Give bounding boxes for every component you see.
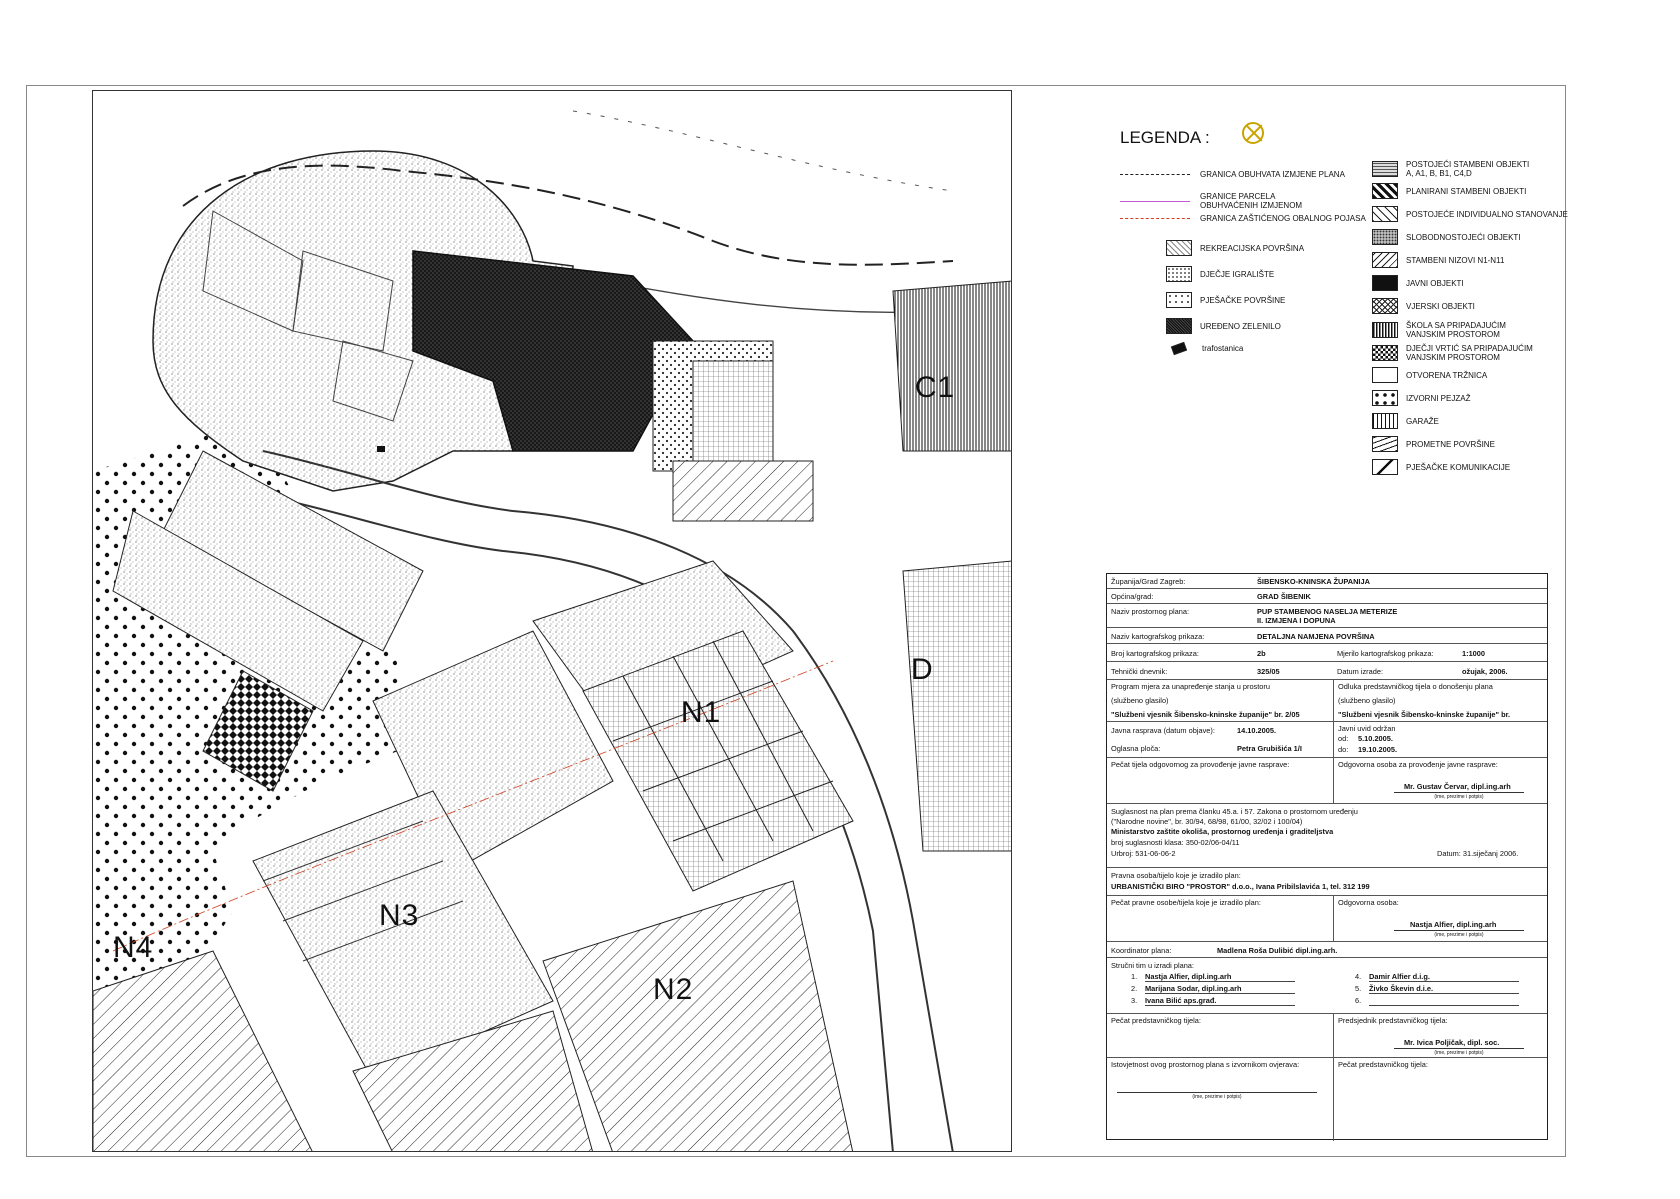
odluka-cell xyxy=(1333,680,1547,721)
legend-item xyxy=(1372,229,1521,245)
pravna-value: URBANISTIČKI BIRO "PROSTOR" d.o.o., Ivana Pribilslavića 1, tel. 312 199 xyxy=(1111,882,1370,891)
odluka-value: "Službeni vjesnik Šibensko-kninske županije" br. xyxy=(1338,710,1511,719)
suglasnost-line-2: ("Narodne novine", br. 30/94, 68/98, 61/00, 32/02 i 100/04) xyxy=(1111,817,1303,826)
datum-izrade-value: ožujak, 2006. xyxy=(1462,667,1508,676)
team-member-number: 6. xyxy=(1355,996,1362,1005)
public-object xyxy=(693,361,773,461)
uvid-cell xyxy=(1333,722,1547,757)
zone-label-n2: N2 xyxy=(653,973,694,1006)
pecat-rasprava-cell xyxy=(1107,758,1333,803)
team-member-name: Marijana Sodar, dipl.ing.arh xyxy=(1145,984,1295,994)
team-member-number: 2. xyxy=(1131,984,1138,993)
legend-item-label: JAVNI OBJEKTI xyxy=(1406,278,1464,288)
legend-item-label: DJEČJE IGRALIŠTE xyxy=(1200,269,1275,279)
pravna-label: Pravna osoba/tijelo koje je izradilo plan: xyxy=(1111,871,1241,880)
tb-row-predsjednik xyxy=(1107,1014,1547,1058)
team-member-number: 3. xyxy=(1131,996,1138,1005)
legend-line-item xyxy=(1120,192,1302,210)
legend-item-label: GARAŽE xyxy=(1406,416,1439,426)
ploca-label: Oglasna ploča: xyxy=(1111,744,1161,753)
team-member-name: Nastja Alfier, dipl.ing.arh xyxy=(1145,972,1295,982)
legend-line-item xyxy=(1120,170,1345,179)
fine-dots-icon xyxy=(1166,266,1192,282)
zone-label-n3: N3 xyxy=(379,899,420,932)
signature-line: (ime, prezime i potpis) xyxy=(1394,1048,1524,1056)
team-member-name xyxy=(1369,996,1519,1006)
predsjednik-value: Mr. Ivica Poljičak, dipl. soc. xyxy=(1404,1038,1500,1047)
tb-row-naziv-plana xyxy=(1107,604,1547,628)
legend-item xyxy=(1372,160,1529,178)
legend-item xyxy=(1372,183,1526,199)
pecat-rasprava-label: Pečat tijela odgovornog za provođenje javne rasprave: xyxy=(1111,760,1290,769)
koordinator-value: Madlena Roša Dulibić dipl.ing.arh. xyxy=(1217,946,1338,955)
suglasnost-line-1: Suglasnost na plan prema članku 45.a. i 57. Zakona o prostornom uređenju xyxy=(1111,807,1358,816)
dnevnik-value: 325/05 xyxy=(1257,667,1280,676)
road-lines-icon xyxy=(1372,436,1398,452)
rasprava-value: 14.10.2005. xyxy=(1237,726,1277,735)
zone-label-n4: N4 xyxy=(113,931,154,964)
plain-icon xyxy=(1372,367,1398,383)
legend-item-label: POSTOJEĆI STAMBENI OBJEKTI A, A1, B, B1, C4,D xyxy=(1406,160,1530,178)
zone-label-n1: N1 xyxy=(681,696,722,729)
existing-building-c1 xyxy=(893,281,1012,451)
existing-building-d xyxy=(903,561,1012,851)
checker-icon xyxy=(1372,345,1398,361)
odluka-label: Odluka predstavničkog tijela o donošenju plana xyxy=(1338,682,1493,691)
suglasnost-line-4: broj suglasnosti klasa: 350-02/06-04/11 xyxy=(1111,838,1240,847)
legend-item xyxy=(1166,240,1304,256)
legend-item xyxy=(1372,275,1464,291)
istovjetnost-cell xyxy=(1107,1058,1333,1141)
legend-item-label: PROMETNE POVRŠINE xyxy=(1406,439,1495,449)
legend-item-label: STAMBENI NIZOVI N1-N11 xyxy=(1406,255,1505,265)
legend-item xyxy=(1372,252,1504,268)
team-member-name: Ivana Bilić aps.građ. xyxy=(1145,996,1295,1006)
thin-diag-icon xyxy=(1372,252,1398,268)
opcina-value: GRAD ŠIBENIK xyxy=(1257,592,1311,601)
legend-item-label: OTVORENA TRŽNICA xyxy=(1406,370,1488,380)
north-arrow-icon xyxy=(1242,122,1264,144)
uvid-do-value: 19.10.2005. xyxy=(1358,745,1398,754)
big-dots-icon xyxy=(1372,390,1398,406)
legend-item xyxy=(1372,436,1495,452)
row-houses-n2 xyxy=(543,881,853,1152)
pecat-predstavnicko-cell xyxy=(1107,1014,1333,1057)
tb-row-broj xyxy=(1107,644,1547,662)
heavy-diag-icon xyxy=(1372,183,1398,199)
tb-row-pecat-rasprava xyxy=(1107,758,1547,804)
legend-item xyxy=(1372,298,1475,314)
tb-row-program xyxy=(1107,680,1547,722)
legend-item xyxy=(1372,367,1487,383)
legend-item-label: PLANIRANI STAMBENI OBJEKTI xyxy=(1406,186,1527,196)
signature-line: (ime, prezime i potpis) xyxy=(1394,792,1524,800)
legend xyxy=(1100,118,1570,478)
map-frame xyxy=(92,90,1012,1152)
naziv-prikaza-value: DETALJNA NAMJENA POVRŠINA xyxy=(1257,632,1375,641)
sparse-dots-icon xyxy=(1166,292,1192,308)
dense-cross-icon xyxy=(1166,318,1192,334)
pecat-predstavnicko-label: Pečat predstavničkog tijela: xyxy=(1111,1016,1201,1025)
legend-item xyxy=(1372,206,1568,222)
ploca-value: Petra Grubišića 1/I xyxy=(1237,744,1302,753)
tb-row-zupanija xyxy=(1107,574,1547,589)
tb-row-rasprava xyxy=(1107,722,1547,758)
team-member-number: 5. xyxy=(1355,984,1362,993)
suglasnost-line-3: Ministarstvo zaštite okoliša, prostornog uređenja i graditeljstva xyxy=(1111,827,1334,836)
legend-item-label: ŠKOLA SA PRIPADAJUĆIM VANJSKIM PROSTOROM xyxy=(1406,321,1506,339)
uvid-od-value: 5.10.2005. xyxy=(1358,734,1393,743)
legend-item-label: IZVORNI PEJZAŽ xyxy=(1406,393,1471,403)
legend-item-label: POSTOJEĆE INDIVIDUALNO STANOVANJE xyxy=(1406,209,1568,219)
signature-line: (ime, prezime i potpis) xyxy=(1394,930,1524,938)
legend-line-label: GRANICA OBUHVATA IZMJENE PLANA xyxy=(1200,170,1345,179)
program-sublabel: (službeno glasilo) xyxy=(1111,696,1169,705)
tb-row-opcina xyxy=(1107,589,1547,604)
stipple-icon xyxy=(1372,229,1398,245)
tb-row-istovjetnost xyxy=(1107,1058,1547,1141)
mjerilo-value: 1:1000 xyxy=(1462,649,1486,658)
legend-item-label: SLOBODNOSTOJEĆI OBJEKTI xyxy=(1406,232,1521,242)
uvid-od-label: od: xyxy=(1338,734,1349,743)
uvid-do-label: do: xyxy=(1338,745,1349,754)
uvid-label: Javni uvid održan xyxy=(1338,724,1396,733)
legend-item xyxy=(1166,266,1274,282)
tim-label: Stručni tim u izradi plana: xyxy=(1111,961,1194,970)
ped-comm-icon xyxy=(1372,459,1398,475)
legend-line-swatch xyxy=(1120,174,1190,175)
pecat-predstavnicko2-cell xyxy=(1333,1058,1547,1141)
naziv-plana-label: Naziv prostornog plana: xyxy=(1111,607,1190,616)
naziv-plana-value: PUP STAMBENOG NASELJA METERIZE xyxy=(1257,607,1398,616)
tb-row-naziv-prikaza xyxy=(1107,628,1547,644)
row-houses-n4 xyxy=(93,951,313,1152)
koordinator-label: Koordinator plana: xyxy=(1111,946,1172,955)
legend-item xyxy=(1166,318,1281,334)
urbroj: Urbroj: 531-06-06-2 xyxy=(1111,849,1176,858)
suglasnost-datum: Datum: 31.siječanj 2006. xyxy=(1437,849,1519,858)
team-member-number: 4. xyxy=(1355,972,1362,981)
tb-row-pravna xyxy=(1107,868,1547,896)
legend-item xyxy=(1372,344,1533,362)
tb-row-tim xyxy=(1107,958,1547,1014)
title-block xyxy=(1106,573,1548,1140)
legend-title: LEGENDA : xyxy=(1120,128,1210,147)
opcina-label: Općina/grad: xyxy=(1111,592,1154,601)
site-plan-drawing xyxy=(93,91,1012,1152)
cross-hatch-icon xyxy=(1372,298,1398,314)
garage-icon xyxy=(1372,413,1398,429)
tb-row-koordinator xyxy=(1107,942,1547,958)
mjerilo-label: Mjerilo kartografskog prikaza: xyxy=(1337,649,1434,658)
team-member-name: Živko Škevin d.i.e. xyxy=(1369,984,1519,994)
odgovorna-label: Odgovorna osoba: xyxy=(1338,898,1399,907)
legend-item xyxy=(1372,321,1506,339)
zupanija-value: ŠIBENSKO-KNINSKA ŽUPANIJA xyxy=(1257,577,1370,586)
legend-line-label: GRANICE PARCELA OBUHVAĆENIH IZMJENOM xyxy=(1200,192,1303,210)
dotted-hatch-icon xyxy=(1166,240,1192,256)
tb-row-suglasnost xyxy=(1107,804,1547,868)
legend-item xyxy=(1166,344,1243,353)
grid-hatch-icon xyxy=(1372,161,1398,177)
legend-item xyxy=(1372,413,1439,429)
team-member-number: 1. xyxy=(1131,972,1138,981)
osoba-rasprava-value: Mr. Gustav Červar, dipl.ing.arh xyxy=(1404,782,1511,791)
naziv-plana-value-2: II. IZMJENA I DOPUNA xyxy=(1257,616,1336,625)
legend-item-label: UREĐENO ZELENILO xyxy=(1200,321,1281,331)
odluka-sublabel: (službeno glasilo) xyxy=(1338,696,1396,705)
legend-item xyxy=(1372,390,1470,406)
predsjednik-label: Predsjednik predstavničkog tijela: xyxy=(1338,1016,1448,1025)
osoba-rasprava-label: Odgovorna osoba za provođenje javne rasprave: xyxy=(1338,760,1498,769)
legend-item-label: DJEČJI VRTIĆ SA PRIPADAJUĆIM VANJSKIM PROSTOROM xyxy=(1406,344,1533,362)
legend-item-label: PJEŠAČKE KOMUNIKACIJE xyxy=(1406,462,1511,472)
pecat-predstavnicko2-label: Pečat predstavničkog tijela: xyxy=(1338,1060,1428,1069)
dnevnik-label: Tehnički dnevnik: xyxy=(1111,667,1168,676)
broj-value: 2b xyxy=(1257,649,1266,658)
broj-label: Broj kartografskog prikaza: xyxy=(1111,649,1199,658)
transformer-station xyxy=(377,446,385,452)
legend-line-item xyxy=(1120,214,1366,223)
naziv-prikaza-label: Naziv kartografskog prikaza: xyxy=(1111,632,1205,641)
vertical-lines-icon xyxy=(1372,322,1398,338)
tb-row-pecat-pravna xyxy=(1107,896,1547,942)
legend-item xyxy=(1166,292,1285,308)
odgovorna-value: Nastja Alfier, dipl.ing.arh xyxy=(1410,920,1497,929)
tb-row-dnevnik xyxy=(1107,662,1547,680)
legend-item-label: PJEŠAČKE POVRŠINE xyxy=(1200,295,1286,305)
pecat-pravna-cell xyxy=(1107,896,1333,941)
rasprava-label: Javna rasprava (datum objave): xyxy=(1111,726,1215,735)
program-cell xyxy=(1107,680,1333,721)
legend-item xyxy=(1372,459,1510,475)
legend-item-label: VJERSKI OBJEKTI xyxy=(1406,301,1475,311)
rasprava-cell xyxy=(1107,722,1333,757)
zone-label-c1: C1 xyxy=(915,371,956,404)
contour-line xyxy=(573,111,953,191)
zone-label-d: D xyxy=(911,653,934,686)
legend-line-label: GRANICA ZAŠTIĆENOG OBALNOG POJASA xyxy=(1200,214,1366,223)
legend-item-label: REKREACIJSKA POVRŠINA xyxy=(1200,243,1305,253)
program-value: "Službeni vjesnik Šibensko-kninske županije" br. 2/05 xyxy=(1111,710,1300,719)
team-member-name: Damir Alfier d.i.g. xyxy=(1369,972,1519,982)
black-rect-icon xyxy=(1171,342,1187,355)
istovjetnost-label: Istovjetnost ovog prostornog plana s izvornikom ovjerava: xyxy=(1111,1060,1300,1069)
osoba-rasprava-cell xyxy=(1333,758,1547,803)
datum-izrade-label: Datum izrade: xyxy=(1337,667,1384,676)
program-label: Program mjera za unapređenje stanja u prostoru xyxy=(1111,682,1270,691)
diag-lines-icon xyxy=(1372,206,1398,222)
odgovorna-cell xyxy=(1333,896,1547,941)
pecat-pravna-label: Pečat pravne osobe/tijela koje je izradilo plan: xyxy=(1111,898,1261,907)
black-fill-icon xyxy=(1372,275,1398,291)
legend-item-label: trafostanica xyxy=(1202,344,1244,353)
predsjednik-cell xyxy=(1333,1014,1547,1057)
residential-block xyxy=(673,461,813,521)
legend-line-swatch xyxy=(1120,201,1190,202)
zupanija-label: Županija/Grad Zagreb: xyxy=(1111,577,1186,586)
legend-line-swatch xyxy=(1120,218,1190,219)
signature-line: (ime, prezime i potpis) xyxy=(1117,1092,1317,1100)
